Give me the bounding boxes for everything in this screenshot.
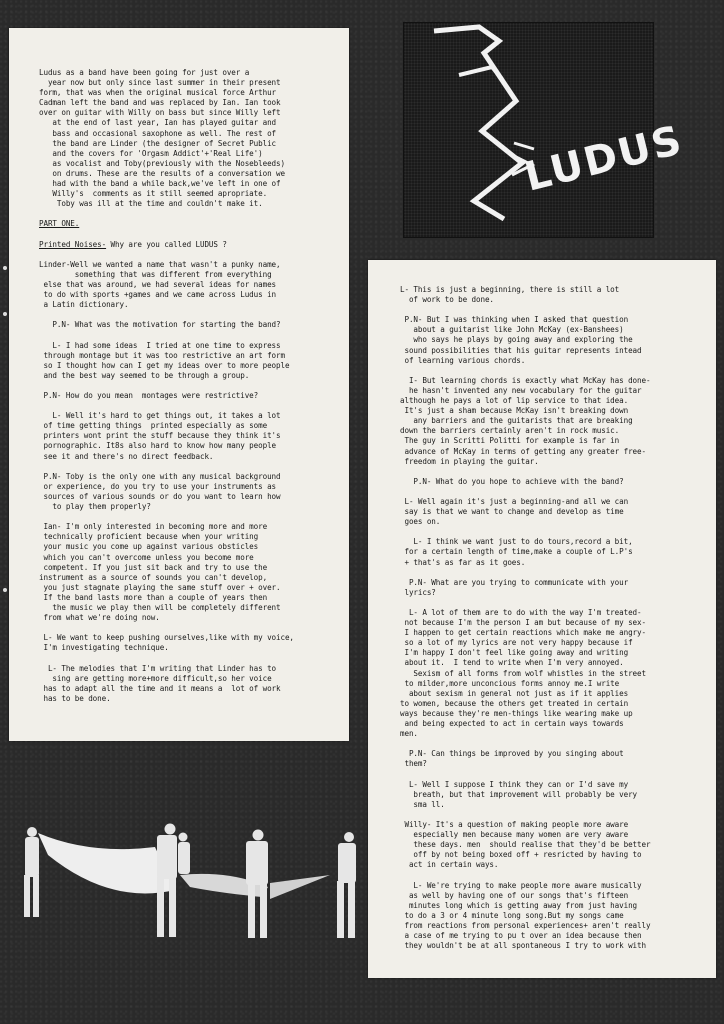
margin-dot — [3, 312, 7, 316]
zigzag-figure-logo — [404, 23, 688, 237]
part-one-heading: PART ONE. — [39, 219, 80, 229]
ludus-logo-artwork — [403, 22, 688, 238]
ludus-logo-lettering: LUDUS — [520, 117, 688, 201]
printed-noises-label: Printed Noises- — [39, 239, 107, 249]
left-article-text — [39, 68, 294, 704]
margin-dot — [3, 588, 7, 592]
left-interview-body: Linder-Well we wanted a name that wasn't a punky name, something that was different from everything else that was around, we had several ideas for names to do with sports +games and we came across Ludus in a Latin dictionary. P.N- What was the motivation for starting the band? L- I had some ideas I tried at one time to express through montage but it was too restrictive an art form so I thought how can I get my ideas over to more people and the best way seemed to be through a group. P.N- How do you mean montages were restrictive? L- Well it's hard to get things out, it takes a lot of time getting things printed especially as some printers wont print the stuff because they think it's pornographic. It8s also hard to know how many people see it and there's no direct feedback. P.N- Toby is the only one with any musical background or experience, do you try to use your instruments as sources of various sounds or do you want to learn how to play them properly? Ian- I'm only interested in becoming more and more technically proficient because when your writing your music you come up against various obsticles which you can't overcome unless you become more competent. If you just sit back and try to use the instrument as a source of sounds you can't develop, you just stagnate playing the same stuff over + over. If the band lasts more than a couple of years then the music we play then will be completely different from what we're doing now. L- We want to keep pushing ourselves,like with my voice, I'm investigating technique. L- The melodies that I'm writing that Linder has to sing are getting more+more difficult,so her voice has to adapt all the time and it means a lot of work has to be done. — [39, 259, 294, 703]
intro-paragraph: Ludus as a band have been going for just over a year now but only since last summer in their present form, that was when the original musical force Arthur Cadman left the band and was replaced by Ian. Ian took over on guitar with Willy on bass but since Willy left at the end of last year, Ian has played guitar and bass and occasional saxophone as well. The rest of the band are Linder (the designer of Secret Public and the covers for 'Orgasm Addict'+'Real Life') as vocalist and Toby(previously with the Nosebleeds) on drums. These are the results of a conversation we had with the band a while back,we've left in one of Willy's comments as it still seemed apropriate. Toby was ill at the time and couldn't make it. — [39, 68, 285, 209]
right-interview-body: L- This is just a beginning, there is still a lot of work to be done. P.N- But I was thinking when I asked that question about a guitarist like John McKay (ex-Banshees) who says he plays by going away and exploring the sound possibilities that his guitar represents intead of learning various chords. I- But learning chords is exactly what McKay has done- he hasn't invented any new vocabulary for the guitar although he pays a lot of lip service to that idea. It's just a sham because McKay isn't breaking down any barriers and the guitarists that are breaking down the barriers certainly aren't in rock music. The guy in Scritti Politti for example is far in advance of McKay in terms of getting any greater free- freedom in playing the guitar. P.N- What do you hope to achieve with the band? L- Well again it's just a beginning-and all we can say is that we want to change and develop as time goes on. L- I think we want just to do tours,record a bit, for a certain length of time,make a couple of L.P's + that's as far as it goes. P.N- What are you trying to communicate with your lyrics? L- A lot of them are to do with the way I'm treated- not because I'm the person I am but because of my sex- I happen to get certain reactions which make me angry- so a lot of my lyrics are not very happy because if I'm happy I don't feel like going away and writing about it. I tend to write when I'm very annoyed. Sexism of all forms from wolf whistles in the street to milder,more unconcious forms annoy me.I write about sexism in general not just as if it applies to women, because the others get treated in certain ways because they're men-things like wearing make up and being expected to act in certain ways towards men. P.N- Can things be improved by you singing about them? L- Well I suppose I think they can or I'd save my breath, but that improvement will probably be very sma ll. Willy- It's a question of making people more aware especially men because many women are very aware these days. men should realise that they'd be better off by not being boxed off + resricted by having to act in certain ways. L- We're trying to make people more aware musically as well by having one of our songs that's fifteen minutes long which is getting away from just having to do a 3 or 4 minute long song.But my songs came from reactions from personal experiences+ aren't really a case of me trying to pu t over an idea because then they wouldn't be at all spontaneous I try to work with — [400, 285, 651, 951]
margin-dot — [3, 266, 7, 270]
left-text-page — [9, 28, 349, 741]
right-text-page — [368, 260, 716, 978]
question-why-ludus: Why are you called LUDUS ? — [106, 239, 227, 249]
figures-holding-sheet-illustration — [0, 815, 370, 955]
